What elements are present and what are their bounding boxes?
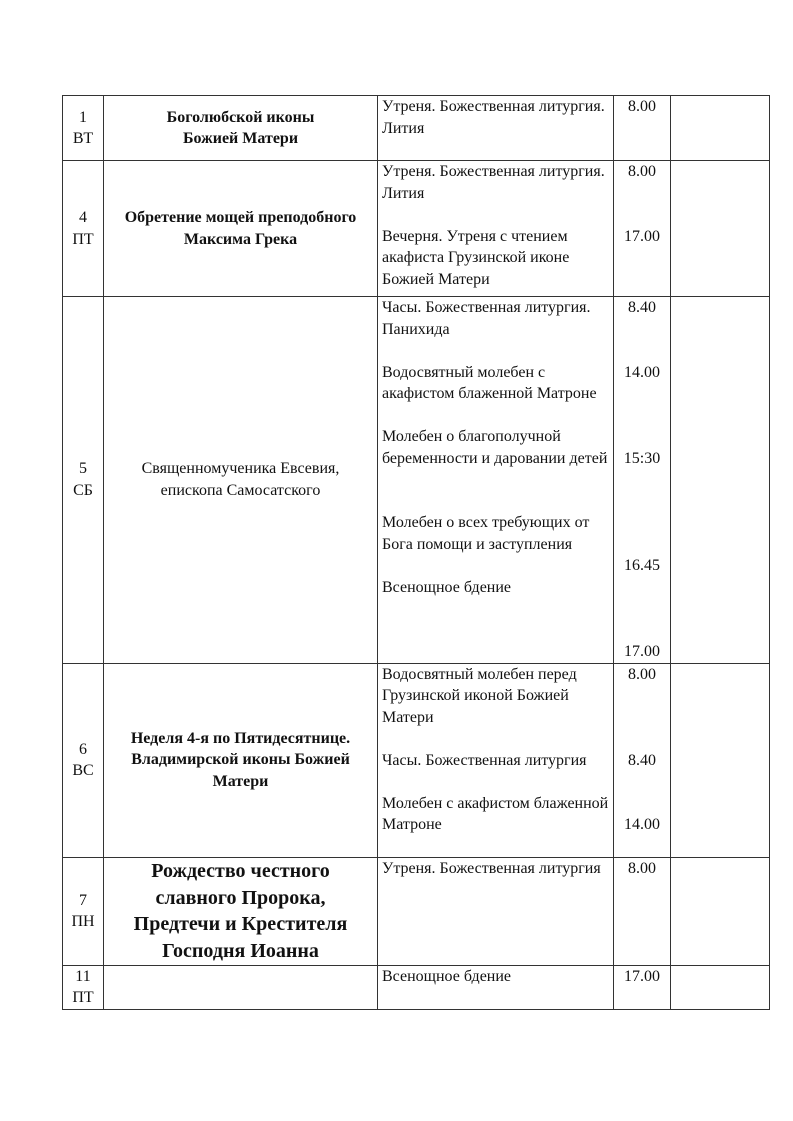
day-number: 5 — [79, 460, 87, 478]
notes-cell — [671, 663, 770, 857]
feast-name-line: Господня Иоанна — [162, 939, 319, 962]
notes-cell — [671, 857, 770, 965]
day-number: 7 — [79, 891, 87, 909]
day-number: 1 — [79, 108, 87, 126]
feast-name-line: Максима Грека — [183, 230, 298, 248]
service-time: 14.00 — [624, 816, 660, 833]
weekday: ПТ — [72, 230, 94, 248]
services-cell — [378, 161, 614, 297]
table-row — [63, 297, 770, 664]
feast-name-line: Священномученика Евсевия, — [141, 460, 340, 478]
feast-cell — [104, 663, 378, 857]
service-item: Молебен о благополучной беременности и даровании детей — [382, 428, 608, 467]
weekday: ВТ — [72, 130, 94, 147]
service-time: 8.00 — [628, 163, 656, 180]
date-cell — [63, 663, 104, 857]
service-item: Утреня. Божественная литургия. Лития — [382, 163, 605, 202]
notes-cell — [671, 96, 770, 161]
times-cell — [614, 96, 671, 161]
service-time: 16.45 — [624, 557, 660, 574]
weekday: СБ — [73, 481, 93, 499]
day-number: 4 — [79, 209, 87, 226]
date-cell — [63, 96, 104, 161]
feast-cell — [104, 965, 378, 1009]
services-cell — [378, 96, 614, 161]
services-cell — [378, 965, 614, 1009]
service-item: Часы. Божественная литургия. Панихида — [382, 299, 591, 338]
times-cell — [614, 297, 671, 664]
services-cell — [378, 297, 614, 664]
table-row — [63, 663, 770, 857]
feast-cell — [104, 96, 378, 161]
service-time: 8.40 — [628, 751, 656, 769]
service-time: 8.00 — [628, 859, 656, 877]
date-cell — [63, 965, 104, 1009]
table-row — [63, 965, 770, 1009]
weekday: ПТ — [72, 989, 94, 1006]
table-row — [63, 161, 770, 297]
date-cell — [63, 161, 104, 297]
table-row — [63, 96, 770, 161]
date-cell — [63, 297, 104, 664]
feast-name-line: Матери — [212, 772, 269, 790]
service-item: Водосвятный молебен с акафистом блаженной Матроне — [382, 363, 597, 402]
service-item: Утреня. Божественная литургия. Лития — [382, 98, 605, 137]
feast-cell — [104, 161, 378, 297]
feast-cell — [104, 297, 378, 664]
times-cell — [614, 857, 671, 965]
feast-name-line: Владимирской иконы Божией — [131, 751, 350, 769]
service-time: 8.40 — [628, 299, 656, 316]
weekday: ВС — [72, 762, 94, 779]
day-number: 6 — [79, 740, 87, 758]
service-time: 8.00 — [628, 665, 656, 683]
service-time: 17.00 — [624, 643, 660, 660]
feast-name-line: Рождество честного — [151, 860, 330, 882]
service-item: Вечерня. Утреня с чтением акафиста Грузинской иконе Божией Матери — [382, 227, 570, 288]
notes-cell — [671, 297, 770, 664]
service-time: 17.00 — [624, 227, 660, 245]
notes-cell — [671, 161, 770, 297]
service-item: Молебен о всех требующих от Бога помощи и заступления — [382, 514, 590, 553]
feast-name-line: Предтечи и Крестителя — [133, 913, 348, 935]
times-cell — [614, 161, 671, 297]
service-time: 17.00 — [624, 967, 660, 985]
service-item: Всенощное бдение — [382, 967, 512, 985]
date-cell — [63, 857, 104, 965]
feast-cell — [104, 857, 378, 965]
feast-name-line: Божией Матери — [182, 130, 299, 147]
services-cell — [378, 663, 614, 857]
service-item: Всенощное бдение — [382, 578, 512, 596]
schedule-table — [62, 95, 770, 1010]
service-time: 8.00 — [628, 98, 656, 115]
times-cell — [614, 663, 671, 857]
feast-name-line: Боголюбской иконы — [166, 108, 315, 126]
day-number: 11 — [75, 967, 91, 985]
notes-cell — [671, 965, 770, 1009]
weekday: ПН — [71, 913, 95, 930]
service-item: Водосвятный молебен перед Грузинской иконой Божией Матери — [382, 665, 577, 726]
service-item: Молебен с акафистом блаженной Матроне — [382, 794, 609, 833]
feast-name-line: епископа Самосатского — [160, 481, 321, 499]
feast-name-line: Неделя 4-я по Пятидесятнице. — [130, 729, 351, 747]
services-cell — [378, 857, 614, 965]
service-item: Часы. Божественная литургия — [382, 751, 587, 769]
feast-name-line: славного Пророка, — [155, 886, 326, 909]
service-time: 15:30 — [623, 449, 661, 467]
service-item: Утреня. Божественная литургия — [382, 859, 601, 877]
table-row — [63, 857, 770, 965]
feast-name-line: Обретение мощей преподобного — [124, 209, 357, 226]
times-cell — [614, 965, 671, 1009]
service-time: 14.00 — [624, 363, 660, 381]
